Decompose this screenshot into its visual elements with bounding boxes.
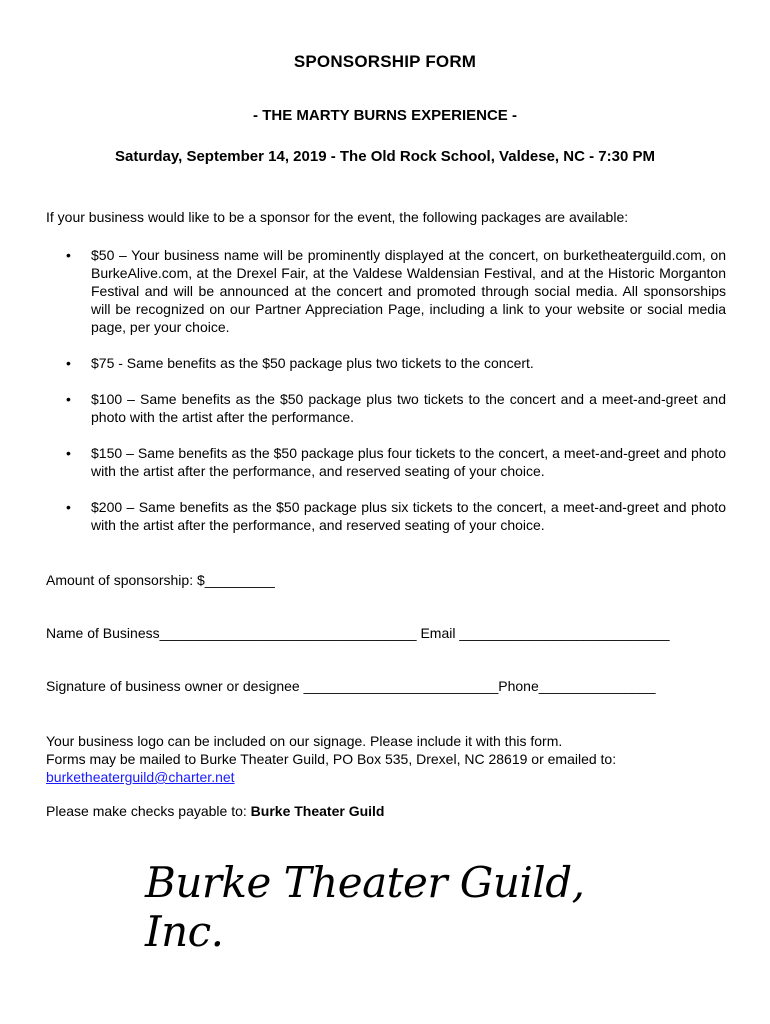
package-text: $75 - Same benefits as the $50 package plus two tickets to the concert. [91, 355, 534, 371]
package-text: $100 – Same benefits as the $50 package plus two tickets to the concert and a meet-and-greet and photo with the artist after the performance. [91, 391, 726, 425]
package-item-100 [46, 390, 726, 426]
form-title: SPONSORSHIP FORM [293, 52, 477, 71]
business-email-field[interactable]: Name of Business_________________________________ Email ___________________________ [46, 625, 670, 641]
guild-logo: Burke Theater Guild, Inc. [145, 858, 585, 956]
package-item-50 [46, 246, 726, 336]
event-details: Saturday, September 14, 2019 - The Old Rock School, Valdese, NC - 7:30 PM [115, 148, 655, 165]
event-subtitle: - THE MARTY BURNS EXPERIENCE - [253, 107, 517, 124]
package-list [46, 246, 726, 552]
notes-block [46, 732, 726, 786]
bullet-icon: • [66, 445, 71, 461]
package-text: $50 – Your business name will be prominently displayed at the concert, on burketheaterguild.com, on BurkeAlive.com, at the Drexel Fair, at the Valdese Waldensian Festival, and at the Historic Morganton Festival and will be announced at the concert and promoted through social media. All sponsorships will be recognized on our Partner Appreciation Page, including a link to your website or social media page, per your choice. [91, 247, 726, 335]
bullet-icon: • [66, 355, 71, 371]
package-item-200 [46, 498, 726, 534]
package-item-150 [46, 444, 726, 480]
mail-note: Forms may be mailed to Burke Theater Guild, PO Box 535, Drexel, NC 28619 or emailed to: [46, 751, 617, 767]
package-item-75 [46, 354, 726, 372]
amount-field[interactable]: Amount of sponsorship: $_________ [46, 572, 275, 588]
bullet-icon: • [66, 391, 71, 407]
email-link[interactable]: burketheaterguild@charter.net [46, 769, 235, 785]
intro-text: If your business would like to be a sponsor for the event, the following packages are available: [46, 209, 629, 225]
payable-line [46, 803, 384, 819]
bullet-icon: • [66, 499, 71, 515]
signature-phone-field[interactable]: Signature of business owner or designee _________________________Phone_______________ [46, 678, 656, 694]
package-text: $200 – Same benefits as the $50 package plus six tickets to the concert, a meet-and-greet and photo with the artist after the performance, and reserved seating of your choice. [91, 499, 726, 533]
bullet-icon: • [66, 247, 71, 263]
logo-note: Your business logo can be included on our signage. Please include it with this form. [46, 733, 563, 749]
payee-name: Burke Theater Guild [250, 803, 385, 819]
package-text: $150 – Same benefits as the $50 package plus four tickets to the concert, a meet-and-greet and photo with the artist after the performance, and reserved seating of your choice. [91, 445, 726, 479]
payable-label: Please make checks payable to: [46, 803, 251, 819]
